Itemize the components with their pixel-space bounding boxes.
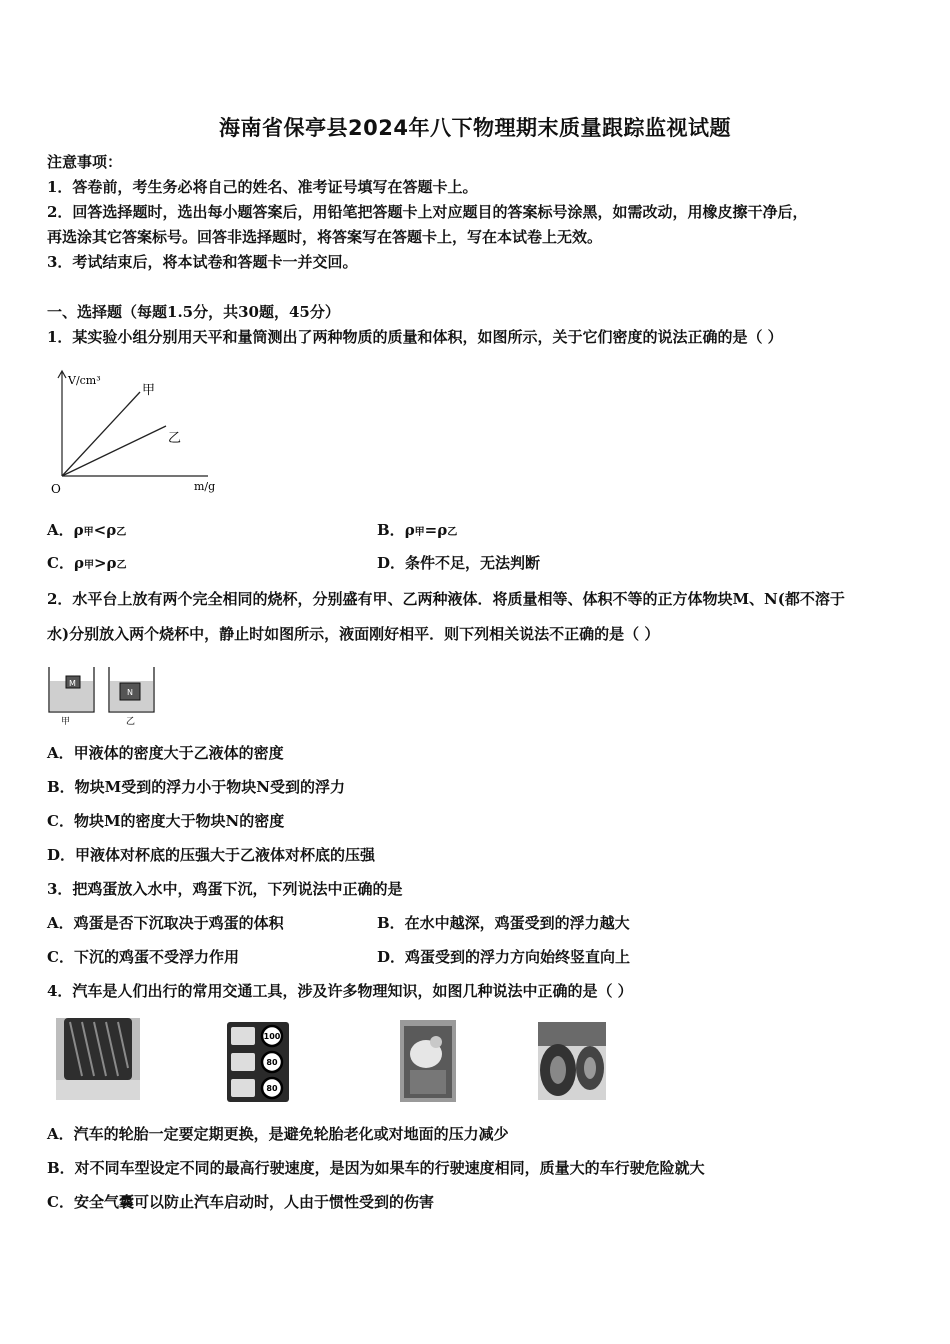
sign-value: 100 (263, 1032, 281, 1041)
option-letter: D． (377, 554, 406, 572)
relation: = (424, 521, 438, 539)
q2-option-d[interactable]: D．甲液体对杯底的压强大于乙液体对杯底的压强 (47, 846, 376, 864)
option-letter: B． (377, 521, 405, 539)
y-axis-label: V/cm³ (68, 374, 101, 387)
q2-stem-line1: 2．水平台上放有两个完全相同的烧杯，分别盛有甲、乙两种液体．将质量相等、体积不等的正方体物块M、N(都不溶于 (47, 590, 845, 608)
x-axis-label: m/g (194, 480, 216, 493)
q4-option-b[interactable]: B．对不同车型设定不同的最高行驶速度，是因为如果车的行驶速度相同，质量大的车行驶危险就大 (47, 1159, 705, 1177)
subscript: 甲 (83, 560, 94, 571)
rho: ρ (437, 521, 448, 539)
q2-beakers-figure (46, 664, 161, 726)
rho: ρ (73, 521, 84, 539)
tire-tread-image (56, 1018, 140, 1100)
q3-stem: 3．把鸡蛋放入水中，鸡蛋下沉，下列说法中正确的是 (47, 880, 403, 898)
line-yi (62, 426, 166, 476)
q1-option-a[interactable] (47, 520, 126, 543)
subscript: 乙 (116, 527, 127, 538)
relation: < (93, 521, 107, 539)
q3-option-c[interactable]: C．下沉的鸡蛋不受浮力作用 (47, 948, 239, 966)
line-jia-label: 甲 (142, 383, 156, 398)
line-yi-label: 乙 (168, 431, 182, 446)
q1-option-b[interactable] (377, 520, 457, 543)
q3-option-a[interactable]: A．鸡蛋是否下沉取决于鸡蛋的体积 (47, 914, 284, 932)
q3-option-b[interactable]: B．在水中越深，鸡蛋受到的浮力越大 (377, 914, 630, 932)
q1-graph (48, 368, 223, 498)
truck-tires-image (538, 1022, 606, 1100)
notice-item-2-cont: 再选涂其它答案标号。回答非选择题时，将答案写在答题卡上，写在本试卷上无效。 (47, 228, 603, 246)
rho: ρ (106, 554, 117, 572)
q1-option-d[interactable] (377, 553, 540, 573)
q2-option-a[interactable]: A．甲液体的密度大于乙液体的密度 (47, 744, 284, 762)
subscript: 甲 (414, 527, 425, 538)
subscript: 乙 (116, 560, 127, 571)
subscript: 甲 (83, 527, 94, 538)
beaker-right-label: 乙 (126, 717, 136, 726)
relation: > (93, 554, 107, 572)
q1-option-c[interactable] (47, 553, 127, 576)
notice-item-3: 3．考试结束后，将本试卷和答题卡一并交回。 (47, 253, 358, 271)
rho: ρ (73, 554, 84, 572)
option-letter: C． (47, 554, 74, 572)
line-jia (62, 392, 140, 476)
notice-heading: 注意事项： (47, 153, 123, 171)
rho: ρ (106, 521, 117, 539)
sign-value: 80 (266, 1084, 278, 1093)
q4-stem: 4．汽车是人们出行的常用交通工具，涉及许多物理知识，如图几种说法中正确的是（ ） (47, 982, 633, 1000)
notice-item-2: 2．回答选择题时，选出每小题答案后，用铅笔把答题卡上对应题目的答案标号涂黑，如需改动，用橡皮擦干净后， (47, 203, 808, 221)
beaker-left-label: 甲 (61, 717, 71, 726)
notice-item-1: 1．答卷前，考生务必将自己的姓名、准考证号填写在答题卡上。 (47, 178, 478, 196)
origin-label: O (51, 482, 61, 496)
airbag-image (400, 1020, 456, 1102)
rho: ρ (404, 521, 415, 539)
q3-option-d[interactable]: D．鸡蛋受到的浮力方向始终竖直向上 (377, 948, 631, 966)
q2-option-b[interactable]: B．物块M受到的浮力小于物块N受到的浮力 (47, 778, 345, 796)
q1-stem: 1．某实验小组分别用天平和量筒测出了两种物质的质量和体积，如图所示，关于它们密度的说法正确的是（ ） (47, 328, 783, 346)
speed-limit-sign-image (227, 1022, 289, 1102)
page-title: 海南省保亭县2024年八下物理期末质量跟踪监视试题 (219, 116, 731, 140)
option-text: 条件不足，无法判断 (405, 554, 541, 572)
section-heading: 一、选择题（每题1.5分，共30题，45分） (47, 303, 340, 321)
block-n-label: N (127, 688, 133, 697)
q2-option-c[interactable]: C．物块M的密度大于物块N的密度 (47, 812, 285, 830)
q4-option-a[interactable]: A．汽车的轮胎一定要定期更换，是避免轮胎老化或对地面的压力减少 (47, 1125, 509, 1143)
q4-option-c[interactable]: C．安全气囊可以防止汽车启动时，人由于惯性受到的伤害 (47, 1193, 434, 1211)
q2-stem-line2: 水)分别放入两个烧杯中，静止时如图所示，液面刚好相平．则下列相关说法不正确的是（ ） (47, 625, 660, 643)
option-letter: A． (47, 521, 74, 539)
block-m-label: M (69, 679, 76, 688)
subscript: 乙 (447, 527, 458, 538)
sign-value: 80 (266, 1058, 278, 1067)
